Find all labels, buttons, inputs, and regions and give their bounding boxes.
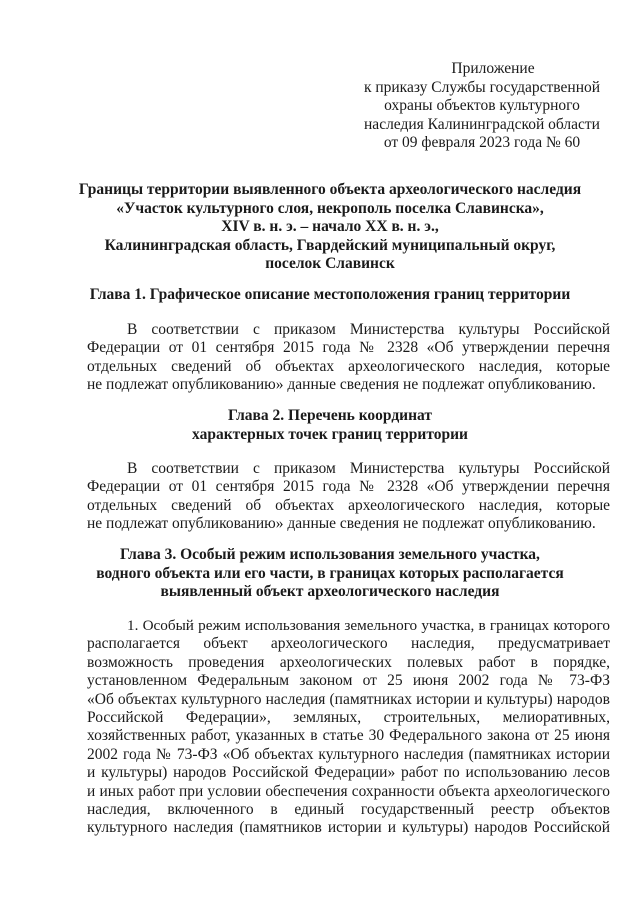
- document-title: [60, 181, 600, 274]
- paragraph-line: возможность проведения археологических полевых работ в порядке,: [87, 653, 610, 671]
- chapter1-heading: [60, 286, 600, 305]
- paragraph-line: не подлежат опубликованию» данные сведения не подлежат опубликованию.: [87, 376, 596, 394]
- paragraph-line: «Об объектах культурного наследия (памятниках истории и культуры) народов: [87, 690, 610, 708]
- appendix-block: [360, 60, 604, 153]
- paragraph-line: и культуры) народов Российской Федерации» работ по использованию лесов: [87, 764, 610, 782]
- paragraph-line: и иных работ при условии обеспечения сохранности объекта археологического: [87, 782, 610, 800]
- heading-line: Глава 3. Особый режим использования земельного участка,: [120, 546, 540, 563]
- paragraph-line: отдельных сведений об объектах археологического наследия, которые: [87, 357, 610, 375]
- title-line: поселок Славинск: [265, 255, 395, 272]
- paragraph-line: Федерации от 01 сентября 2015 года № 2328 «Об утверждении перечня: [87, 339, 610, 357]
- paragraph-line: хозяйственных работ, указанных в статье 30 Федерального закона от 25 июня: [87, 727, 610, 745]
- appendix-line: наследия Калининградской области: [364, 115, 600, 133]
- paragraph-line: В соответствии с приказом Министерства культуры Российской: [127, 321, 610, 338]
- heading-line: характерных точек границ территории: [192, 425, 468, 443]
- paragraph-line: отдельных сведений об объектах археологического наследия, которые: [87, 496, 610, 514]
- paragraph-line: В соответствии с приказом Министерства культуры Российской: [127, 460, 610, 477]
- paragraph-line: культурного наследия (памятников истории и культуры) народов Российской: [87, 819, 610, 837]
- appendix-line: к приказу Службы государственной: [363, 78, 601, 96]
- paragraph-line: 1. Особый режим использования земельного участка, в границах которого: [127, 617, 610, 634]
- chapter2-paragraph: [87, 460, 610, 534]
- title-line: Калининградская область, Гвардейский муниципальный округ,: [104, 236, 556, 254]
- paragraph-line: не подлежат опубликованию» данные сведения не подлежат опубликованию.: [87, 515, 596, 533]
- heading-line: выявленный объект археологического наследия: [160, 583, 500, 600]
- appendix-line: охраны объектов культурного: [384, 97, 580, 115]
- heading-line: Глава 1. Графическое описание местоположения границ территории: [89, 286, 571, 303]
- paragraph-line: установленном Федеральным законом от 25 июня 2002 года № 73-ФЗ: [87, 672, 610, 690]
- appendix-line: от 09 февраля 2023 года № 60: [383, 134, 581, 152]
- paragraph-line: Российской Федерации», земляных, строительных, мелиоративных,: [87, 708, 610, 726]
- chapter2-heading: [60, 407, 600, 444]
- paragraph-line: 2002 года № 73-ФЗ «Об объектах культурного наследия (памятниках истории: [87, 745, 610, 763]
- paragraph-line: наследия, включенного в единый государственный реестр объектов: [87, 800, 610, 818]
- chapter1-paragraph: [87, 321, 610, 395]
- paragraph-line: Федерации от 01 сентября 2015 года № 2328 «Об утверждении перечня: [87, 478, 610, 496]
- title-line: «Участок культурного слоя, некрополь поселка Славинска»,: [116, 199, 544, 217]
- chapter3-heading: [60, 546, 600, 602]
- heading-line: водного объекта или его части, в границах которых располагается: [96, 564, 564, 582]
- chapter3-paragraph: [87, 617, 610, 838]
- paragraph-line: располагается объект археологического наследия, предусматривает: [87, 635, 610, 653]
- heading-line: Глава 2. Перечень координат: [227, 407, 433, 424]
- appendix-line: Приложение: [451, 60, 535, 77]
- title-line: Границы территории выявленного объекта археологического наследия: [78, 181, 582, 198]
- title-line: XIV в. н. э. – начало XX в. н. э.,: [221, 218, 439, 235]
